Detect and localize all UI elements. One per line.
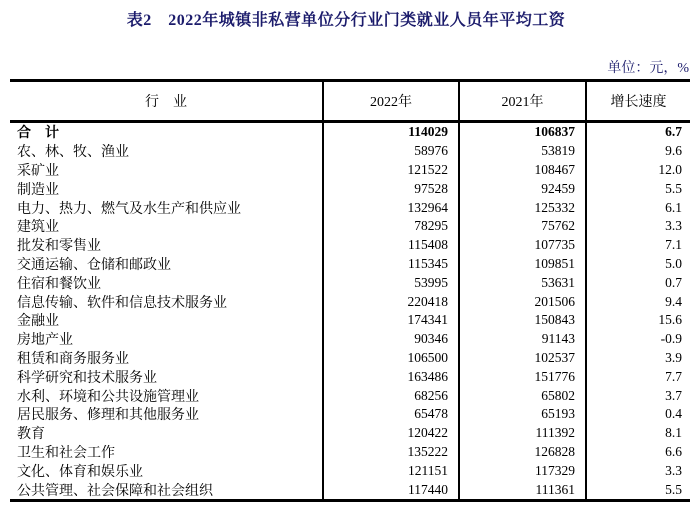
table-row [10, 273, 690, 292]
industry-cell: 采矿业 [17, 164, 59, 179]
wage-2021-cell: 65802 [458, 386, 585, 405]
table-row [10, 179, 690, 198]
table-row [10, 255, 690, 274]
table-row [10, 349, 690, 368]
industry-cell: 农、林、牧、渔业 [17, 145, 129, 161]
table-row [10, 424, 690, 443]
wage-2021-cell: 92459 [458, 179, 585, 198]
industry-cell: 租赁和商务服务业 [17, 351, 129, 367]
wage-2022-cell: 115345 [322, 255, 458, 274]
wage-2021-cell: 53631 [458, 273, 585, 292]
wage-2022-cell: 65478 [322, 405, 458, 424]
table-row [10, 311, 690, 330]
wage-2021-cell: 75762 [458, 217, 585, 236]
table-row [10, 386, 690, 405]
industry-cell: 金融业 [17, 314, 59, 330]
wage-2021-cell: 102537 [458, 349, 585, 368]
unit-note: 单位：元，% [607, 61, 689, 76]
table-row [10, 198, 690, 217]
growth-rate-cell: 6.1 [585, 198, 690, 217]
table-header-row [10, 82, 690, 123]
table-row [10, 217, 690, 236]
industry-cell: 建筑业 [17, 220, 59, 236]
wage-2022-cell: 115408 [322, 236, 458, 255]
growth-rate-cell: 8.1 [585, 424, 690, 443]
wage-2022-cell: 117440 [322, 480, 458, 499]
wage-table [10, 79, 690, 502]
wage-2021-cell: 150843 [458, 311, 585, 330]
wage-2022-cell: 132964 [322, 198, 458, 217]
growth-rate-cell: 5.5 [585, 480, 690, 499]
wage-2022-cell: 68256 [322, 386, 458, 405]
wage-2022-cell: 90346 [322, 330, 458, 349]
table-row [10, 367, 690, 386]
growth-rate-cell: 6.7 [585, 123, 690, 142]
industry-cell: 合 计 [17, 126, 59, 142]
table-row [10, 405, 690, 424]
wage-2021-cell: 65193 [458, 405, 585, 424]
growth-rate-cell: 5.0 [585, 255, 690, 274]
growth-rate-cell: 5.5 [585, 179, 690, 198]
industry-cell: 制造业 [17, 182, 59, 198]
header-2021: 2021年 [458, 82, 585, 120]
wage-2021-cell: 53819 [458, 142, 585, 161]
table-body [10, 123, 690, 499]
growth-rate-cell: 15.6 [585, 311, 690, 330]
wage-2021-cell: 108467 [458, 161, 585, 180]
wage-2022-cell: 78295 [322, 217, 458, 236]
wage-2022-cell: 97528 [322, 179, 458, 198]
wage-2021-cell: 151776 [458, 367, 585, 386]
wage-2021-cell: 106837 [458, 123, 585, 142]
wage-2021-cell: 201506 [458, 292, 585, 311]
growth-rate-cell: 9.6 [585, 142, 690, 161]
wage-2021-cell: 117329 [458, 461, 585, 480]
wage-2021-cell: 111361 [458, 480, 585, 499]
industry-cell: 房地产业 [17, 333, 73, 349]
table-row [10, 292, 690, 311]
table-row [10, 330, 690, 349]
wage-2022-cell: 163486 [322, 367, 458, 386]
wage-2021-cell: 126828 [458, 443, 585, 462]
industry-cell: 住宿和餐饮业 [17, 276, 101, 292]
growth-rate-cell: 7.7 [585, 367, 690, 386]
industry-cell: 信息传输、软件和信息技术服务业 [17, 295, 227, 311]
wage-2021-cell: 109851 [458, 255, 585, 274]
industry-cell: 水利、环境和公共设施管理业 [17, 389, 199, 405]
growth-rate-cell: 3.9 [585, 349, 690, 368]
wage-2022-cell: 174341 [322, 311, 458, 330]
header-2022: 2022年 [322, 82, 458, 120]
growth-rate-cell: 0.4 [585, 405, 690, 424]
wage-2021-cell: 111392 [458, 424, 585, 443]
industry-cell: 科学研究和技术服务业 [17, 370, 157, 386]
industry-cell: 卫生和社会工作 [17, 445, 115, 461]
growth-rate-cell: 0.7 [585, 273, 690, 292]
wage-2022-cell: 120422 [322, 424, 458, 443]
table-row [10, 443, 690, 462]
wage-2022-cell: 121151 [322, 461, 458, 480]
wage-2022-cell: 121522 [322, 161, 458, 180]
header-industry: 行 业 [145, 95, 187, 110]
growth-rate-cell: 7.1 [585, 236, 690, 255]
industry-cell: 交通运输、仓储和邮政业 [17, 257, 171, 273]
growth-rate-cell: 9.4 [585, 292, 690, 311]
industry-cell: 电力、热力、燃气及水生产和供应业 [17, 201, 241, 217]
industry-cell: 居民服务、修理和其他服务业 [17, 408, 199, 424]
table-row [10, 236, 690, 255]
growth-rate-cell: 12.0 [585, 161, 690, 180]
table-row [10, 123, 690, 142]
wage-2022-cell: 135222 [322, 443, 458, 462]
wage-2021-cell: 91143 [458, 330, 585, 349]
wage-2022-cell: 58976 [322, 142, 458, 161]
wage-2022-cell: 106500 [322, 349, 458, 368]
industry-cell: 批发和零售业 [17, 239, 101, 255]
wage-2022-cell: 53995 [322, 273, 458, 292]
growth-rate-cell: 3.3 [585, 461, 690, 480]
industry-cell: 公共管理、社会保障和社会组织 [17, 483, 213, 499]
table-row [10, 142, 690, 161]
industry-cell: 教育 [17, 427, 45, 443]
growth-rate-cell: 6.6 [585, 443, 690, 462]
wage-2022-cell: 114029 [322, 123, 458, 142]
wage-2021-cell: 107735 [458, 236, 585, 255]
industry-cell: 文化、体育和娱乐业 [17, 464, 143, 480]
growth-rate-cell: 3.3 [585, 217, 690, 236]
growth-rate-cell: -0.9 [585, 330, 690, 349]
table-row [10, 161, 690, 180]
header-growth: 增长速度 [585, 82, 690, 120]
page-title: 表2 2022年城镇非私营单位分行业门类就业人员年平均工资 [126, 12, 566, 29]
growth-rate-cell: 3.7 [585, 386, 690, 405]
table-row [10, 461, 690, 480]
wage-2022-cell: 220418 [322, 292, 458, 311]
table-row [10, 480, 690, 499]
wage-2021-cell: 125332 [458, 198, 585, 217]
